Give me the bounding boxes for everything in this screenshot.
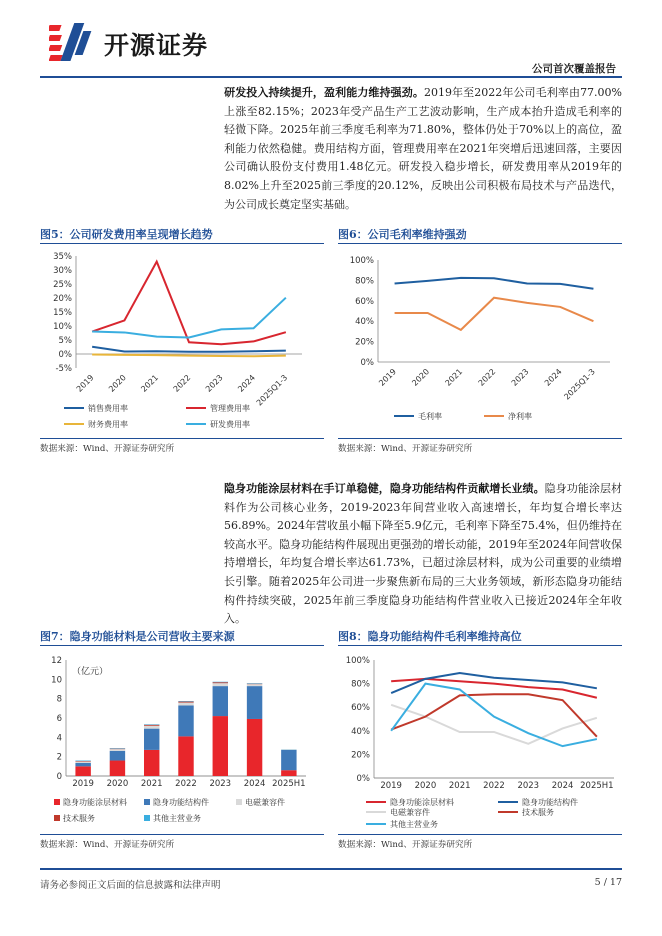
fig7-xtick-1: 2020 [106, 779, 129, 789]
figure-5-source: 数据来源：Wind、开源证券研究所 [40, 444, 175, 454]
fig7-bar-隐身功能涂层材料-2 [144, 750, 159, 776]
fig6-series-净利率 [395, 298, 594, 330]
fig7-legend-label-技术服务: 技术服务 [63, 814, 95, 823]
fig7-bar-电磁兼容件-5 [247, 684, 262, 686]
report-type: 公司首次覆盖报告 [532, 63, 616, 75]
fig7-legend-swatch-隐身功能涂层材料 [54, 799, 60, 805]
figure-6-chart [338, 248, 622, 440]
fig5-ytick-0: -5% [55, 364, 72, 374]
fig7-bar-技术服务-2 [144, 725, 159, 726]
fig7-bar-电磁兼容件-3 [178, 703, 193, 706]
footer [40, 868, 622, 898]
fig8-xtick-1: 2020 [414, 781, 437, 791]
fig6-ytick-2: 40% [355, 317, 374, 328]
fig8-xtick-3: 2022 [483, 781, 505, 791]
fig7-ytick-5: 10 [51, 675, 62, 686]
fig8-legend-label-隐身功能涂层材料: 隐身功能涂层材料 [390, 798, 454, 807]
fig6-ytick-4: 80% [355, 276, 374, 287]
fig7-legend-label-隐身功能涂层材料: 隐身功能涂层材料 [63, 798, 127, 807]
fig6-xtick-5: 2024 [542, 367, 564, 388]
brand-name: 开源证券 [104, 31, 209, 60]
fig5-xtick-3: 2022 [171, 373, 193, 394]
fig6-xtick-4: 2023 [509, 367, 531, 388]
paragraph1-lead: 研发投入持续提升，盈利能力维持强劲。 [224, 86, 424, 99]
fig5-ytick-1: 0% [58, 350, 72, 360]
fig6-series-毛利率 [395, 278, 594, 289]
fig5-series-销售费用率 [92, 347, 286, 352]
fig7-bar-隐身功能结构件-4 [213, 686, 228, 716]
figure-7-source: 数据来源：Wind、开源证券研究所 [40, 840, 175, 850]
fig5-ytick-2: 5% [58, 336, 72, 346]
fig5-series-研发费用率 [92, 298, 286, 338]
page-number: 5 / 17 [594, 877, 622, 888]
fig7-bar-隐身功能结构件-3 [178, 705, 193, 736]
fig5-legend-label-研发费用率: 研发费用率 [210, 420, 250, 429]
fig7-bar-技术服务-3 [178, 702, 193, 703]
figure-7-chart [40, 650, 324, 836]
fig5-xtick-1: 2020 [107, 373, 128, 394]
fig8-legend-label-电磁兼容件: 电磁兼容件 [390, 808, 430, 817]
paragraph2-text: 隐身功能涂层材料作为公司核心业务，2019-2023年间营业收入高速增长，年均复合增长率达56.89%。2024年营收虽小幅下降至5.9亿元，毛利率下降至75.4%，但仍维持在较高水平。隐身功能结构件展现出更强劲的增长动能，2019年至2024年间营收保持增增长，年均复合增长率达61.73%，已超过涂层材料，成为公司重要的业绩增长引擎。随着2025年公司进一步聚焦新布局的三大业务领域，新形态隐身功能结构件持续突破，2025年前三季度隐身功能结构件营业收入已接近2024年全年收入。 [224, 482, 622, 626]
fig8-series-电磁兼容件 [391, 705, 597, 744]
fig7-legend-label-隐身功能结构件: 隐身功能结构件 [153, 798, 209, 807]
fig8-ytick-4: 80% [351, 679, 370, 690]
fig7-unit-label: （亿元） [72, 667, 109, 677]
fig7-bar-技术服务-4 [213, 682, 228, 683]
fig6-ytick-0: 0% [360, 358, 374, 368]
fig6-xtick-6: 2025Q1-3 [562, 367, 597, 402]
fig7-ytick-3: 6 [56, 714, 62, 724]
fig8-ytick-2: 40% [351, 726, 370, 737]
fig5-legend-label-管理费用率: 管理费用率 [210, 404, 250, 413]
fig7-legend-swatch-隐身功能结构件 [144, 799, 150, 805]
fig7-bar-隐身功能结构件-1 [110, 751, 125, 761]
fig7-bar-电磁兼容件-0 [75, 762, 90, 763]
fig7-bar-隐身功能结构件-2 [144, 729, 159, 750]
fig7-xtick-4: 2023 [209, 779, 232, 789]
fig6-legend-label-净利率: 净利率 [508, 412, 532, 421]
fig7-legend-swatch-其他主营业务 [144, 815, 150, 821]
figure-5-title: 图5：公司研发费用率呈现增长趋势 [40, 228, 213, 241]
fig7-legend-label-电磁兼容件: 电磁兼容件 [245, 798, 285, 807]
fig7-bar-隐身功能涂层材料-1 [110, 761, 125, 776]
fig7-xtick-0: 2019 [72, 779, 94, 789]
fig5-ytick-6: 25% [53, 280, 72, 290]
fig5-xtick-6: 2025Q1-3 [254, 373, 290, 408]
figure-7-title: 图7：隐身功能材料是公司营收主要来源 [40, 630, 235, 643]
fig7-bar-电磁兼容件-4 [213, 683, 228, 686]
fig5-xtick-2: 2021 [139, 373, 161, 394]
figure-8-source: 数据来源：Wind、开源证券研究所 [338, 840, 473, 850]
fig5-legend-label-销售费用率: 销售费用率 [88, 404, 128, 413]
fig7-ytick-2: 4 [56, 733, 62, 744]
fig8-xtick-6: 2025H1 [580, 781, 614, 791]
fig5-ytick-4: 15% [53, 308, 72, 318]
fig5-ytick-7: 30% [53, 266, 72, 276]
fig5-xtick-5: 2024 [236, 373, 257, 394]
fig8-xtick-0: 2019 [380, 781, 402, 791]
fig8-legend-label-技术服务: 技术服务 [522, 808, 554, 817]
brand-logo-icon [49, 21, 101, 63]
fig5-ytick-8: 35% [53, 252, 72, 262]
fig6-ytick-1: 20% [355, 337, 374, 348]
fig7-bar-隐身功能涂层材料-3 [178, 736, 193, 776]
fig7-bar-隐身功能涂层材料-5 [247, 719, 262, 776]
fig7-bar-隐身功能涂层材料-0 [75, 766, 90, 776]
fig6-xtick-3: 2022 [476, 367, 498, 388]
fig7-xtick-2: 2021 [140, 779, 163, 789]
figure-7 [40, 628, 324, 854]
header-rule [40, 76, 622, 78]
fig7-ytick-4: 8 [56, 694, 62, 705]
fig6-xtick-1: 2020 [410, 367, 432, 388]
fig8-ytick-1: 20% [351, 750, 370, 761]
fig5-legend-label-财务费用率: 财务费用率 [88, 420, 128, 429]
figure-6-title: 图6：公司毛利率维持强劲 [338, 228, 467, 241]
footer-disclaimer: 请务必参阅正文后面的信息披露和法律声明 [40, 880, 221, 891]
fig7-bar-隐身功能涂层材料-6 [281, 770, 296, 776]
paragraph-stealth-business [224, 480, 622, 629]
fig7-xtick-3: 2022 [175, 779, 197, 789]
figure-8-chart [338, 650, 622, 836]
fig7-ytick-6: 12 [51, 656, 62, 666]
fig8-legend-label-其他主营业务: 其他主营业务 [390, 820, 438, 829]
fig7-bar-隐身功能结构件-5 [247, 686, 262, 719]
paragraph2-lead: 隐身功能涂层材料在手订单稳健，隐身功能结构件贡献增长业绩。 [224, 482, 545, 495]
fig5-ytick-3: 10% [53, 322, 72, 332]
fig8-xtick-5: 2024 [551, 781, 574, 791]
fig7-bar-电磁兼容件-1 [110, 749, 125, 751]
fig7-bar-隐身功能结构件-0 [75, 763, 90, 766]
fig7-xtick-6: 2025H1 [272, 779, 306, 789]
fig5-series-财务费用率 [92, 355, 286, 357]
fig7-legend-label-其他主营业务: 其他主营业务 [153, 814, 201, 823]
fig8-xtick-2: 2021 [448, 781, 471, 791]
fig7-bar-隐身功能涂层材料-4 [213, 716, 228, 776]
figure-5-chart [40, 248, 324, 440]
fig7-xtick-5: 2024 [243, 779, 266, 789]
fig6-xtick-2: 2021 [443, 367, 465, 388]
figure-8 [338, 628, 622, 854]
paragraph-gross-margin [224, 84, 622, 214]
fig7-legend-swatch-电磁兼容件 [236, 799, 242, 805]
figure-8-title: 图8：隐身功能结构件毛利率维持高位 [338, 630, 522, 643]
figure-5 [40, 226, 324, 456]
fig6-xtick-0: 2019 [377, 367, 398, 388]
footer-rule [40, 868, 622, 870]
fig8-ytick-5: 100% [345, 656, 370, 666]
fig7-legend-swatch-技术服务 [54, 815, 60, 821]
fig5-xtick-0: 2019 [74, 373, 96, 394]
figure-6 [338, 226, 622, 456]
fig5-ytick-5: 20% [53, 294, 72, 304]
fig8-legend-label-隐身功能结构件: 隐身功能结构件 [522, 798, 578, 807]
fig7-ytick-0: 0 [56, 772, 62, 782]
fig6-ytick-5: 100% [349, 256, 374, 266]
fig8-ytick-3: 60% [351, 703, 370, 714]
paragraph1-text: 2019年至2022年公司毛利率由77.00%上涨至82.15%；2023年受产品生产工艺波动影响，生产成本抬升造成毛利率的轻微下降。2025年前三季度毛利率为71.80%，整体仍处于70%以上的高位，盈利能力依然稳健。费用结构方面，管理费用率在2021年突增后迅速回落，主要因公司确认股份支付费用1.48亿元。研发投入稳步增长，研发费用率从2019年的8.02%上升至2025前三季度的20.12%，反映出公司积极布局技术与产品迭代，为公司成长奠定坚实基础。 [224, 86, 623, 211]
fig6-ytick-3: 60% [355, 296, 374, 307]
fig7-bar-隐身功能结构件-6 [281, 750, 296, 770]
figure-6-source: 数据来源：Wind、开源证券研究所 [338, 444, 473, 454]
fig7-ytick-1: 2 [56, 752, 62, 763]
fig7-bar-电磁兼容件-2 [144, 726, 159, 729]
header [0, 0, 662, 80]
fig6-legend-label-毛利率: 毛利率 [418, 412, 442, 421]
fig8-ytick-0: 0% [356, 774, 370, 784]
fig5-xtick-4: 2023 [203, 373, 225, 394]
fig8-xtick-4: 2023 [517, 781, 540, 791]
